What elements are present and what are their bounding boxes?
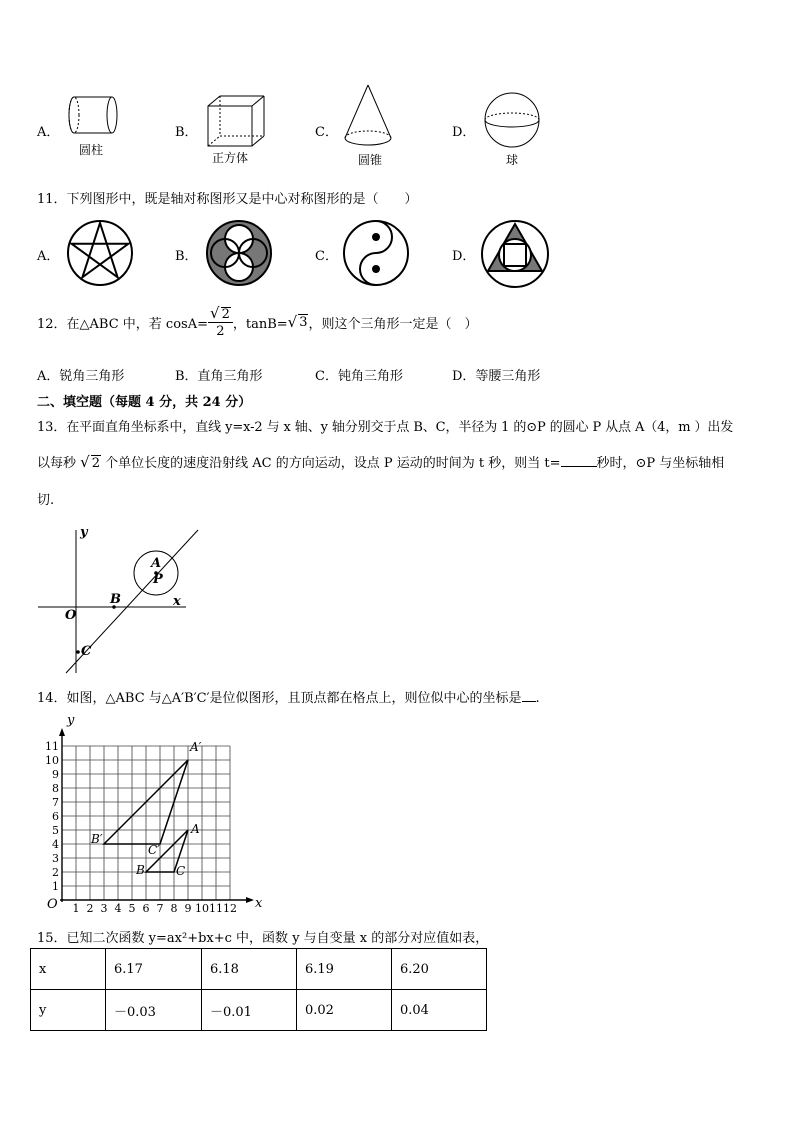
q12-frac-num: 2 <box>221 307 230 322</box>
q10-option-b-caption: 正方体 <box>212 151 249 165</box>
circle-triangle-square-figure <box>479 218 551 290</box>
table-cell: x <box>31 949 106 990</box>
y-tick-label: 5 <box>52 824 59 837</box>
q12-option-b: B．直角三角形 <box>175 369 263 384</box>
q13-fig-label-a: A <box>151 556 162 571</box>
x-tick-label: 8 <box>170 902 178 915</box>
y-tick-label: 9 <box>52 768 59 781</box>
y-tick-label: 3 <box>52 852 59 865</box>
y-tick-label: 1 <box>52 880 59 893</box>
x-tick-label: 1 <box>72 902 80 915</box>
x-tick-label: 9 <box>184 902 192 915</box>
q14-fig-label-c: C <box>176 864 186 878</box>
q14-grid-figure <box>36 712 266 917</box>
x-tick-label: 2 <box>86 902 94 915</box>
q14-fig-label-b2: B′ <box>91 832 103 846</box>
q13-fig-label-p: P <box>153 572 163 587</box>
y-tick-label: 7 <box>52 796 59 809</box>
q14-fig-label-a2: A′ <box>190 740 202 754</box>
q13-fig-label-y: y <box>80 525 88 540</box>
q14-stem-a: 14．如图，△ABC 与△A′B′C′是位似图形，且顶点都在格点上，则位似中心的坐标是 <box>37 691 522 706</box>
y-tick-label: 2 <box>52 866 59 879</box>
q13-fig-label-o: O <box>65 608 77 623</box>
yin-yang-figure <box>341 218 411 288</box>
q13-fig-label-x: x <box>173 594 181 609</box>
x-tick-label: 10 <box>195 902 209 915</box>
x-tick-label: 11 <box>209 902 223 915</box>
q10-option-a-letter: A． <box>37 125 60 140</box>
q11-option-b-letter: B． <box>175 249 198 264</box>
table-cell: －0.03 <box>106 990 202 1031</box>
sphere-figure <box>482 92 542 150</box>
table-row <box>31 990 487 1031</box>
q12-mid: ，tanB= <box>232 316 288 332</box>
table-cell: 6.19 <box>297 949 392 990</box>
value-table <box>30 948 487 1031</box>
q13-line2a: 以每秒 <box>37 456 77 471</box>
y-tick-label: 6 <box>52 810 59 823</box>
q12-option-d: D．等腰三角形 <box>452 369 541 384</box>
q12-option-a: A．锐角三角形 <box>37 369 125 384</box>
x-tick-label: 5 <box>128 902 136 915</box>
section-heading: 二、填空题（每题 4 分，共 24 分） <box>37 395 252 410</box>
q13-line2b: 个单位长度的速度沿射线 AC 的方向运动，设点 P 运动的时间为 t 秒，则当 t= <box>105 456 561 471</box>
y-tick-label: 10 <box>45 754 59 767</box>
q13-line1: 13．在平面直角坐标系中，直线 y=x-2 与 x 轴、y 轴分别交于点 B、C，半径为 1 的⊙P 的圆心 P 从点 A（4，m ）出发 <box>37 420 734 435</box>
cylinder-figure <box>66 95 122 140</box>
q14-fig-label-c2: C′ <box>148 843 160 857</box>
table-cell: 6.20 <box>392 949 487 990</box>
x-tick-label: 6 <box>142 902 150 915</box>
q11-stem: 11．下列图形中，既是轴对称图形又是中心对称图形的是（ ） <box>37 192 418 207</box>
q13-line3: 切. <box>37 493 55 508</box>
y-axis-arrow <box>59 728 65 736</box>
q13-fig-label-b: B <box>110 592 121 607</box>
table-row <box>31 949 487 990</box>
q14-answer-blank[interactable] <box>522 701 536 702</box>
table-cell: 0.04 <box>392 990 487 1031</box>
q12-suffix: ，则这个三角形一定是（ ） <box>308 316 478 332</box>
pentagram-circle-figure <box>65 218 135 288</box>
q14-fig-label-a: A <box>191 822 200 836</box>
x-tick-label: 3 <box>100 902 108 915</box>
q14-stem <box>37 687 540 706</box>
q11-option-c-letter: C． <box>315 249 338 264</box>
q11-option-a-letter: A． <box>37 249 60 264</box>
q14-fig-label-x: x <box>255 896 263 911</box>
cone-figure <box>342 83 394 151</box>
q14-fig-label-y: y <box>67 713 75 728</box>
table-cell: 0.02 <box>297 990 392 1031</box>
x-tick-label: 12 <box>223 902 237 915</box>
four-circles-figure <box>204 218 274 288</box>
q12-stem: 12．在△ABC 中，若 cosA= $\frac{√ 2}{2}$ ，tanB= √ 3 ，则这个三角形一定是（ ） <box>37 304 478 339</box>
q12-sqrt-value: 3 <box>299 315 308 330</box>
table-cell: －0.01 <box>202 990 297 1031</box>
x-tick-label: 7 <box>156 902 164 915</box>
q13-answer-blank[interactable] <box>561 466 597 467</box>
y-tick-label: 8 <box>52 782 59 795</box>
table-cell: y <box>31 990 106 1031</box>
table-cell: 6.17 <box>106 949 202 990</box>
cube-figure <box>206 94 268 150</box>
q10-option-d-caption: 球 <box>506 153 519 167</box>
q15-stem: 15．已知二次函数 y=ax²+bx+c 中，函数 y 与自变量 x 的部分对应值如表， <box>37 931 489 946</box>
q12-prefix: 12．在△ABC 中，若 cosA= <box>37 316 208 332</box>
x-tick-label: 4 <box>114 902 122 915</box>
q13-line2c: 秒时，⊙P 与坐标轴相 <box>596 456 725 471</box>
q12-frac-den: 2 <box>216 324 225 339</box>
q13-line2: 以每秒 √ 2 个单位长度的速度沿射线 AC 的方向运动，设点 P 运动的时间为 t 秒，则当 t= 秒时，⊙P 与坐标轴相 <box>37 453 725 471</box>
q12-cos-fraction: $\frac{√ 2}{2}$ <box>208 306 233 338</box>
q13-sqrt-value: 2 <box>91 456 100 471</box>
y-tick-label: 4 <box>52 838 59 851</box>
q14-stem-b: . <box>535 691 540 706</box>
q13-fig-label-c: C <box>81 644 92 659</box>
q10-option-a-caption: 圆柱 <box>79 143 104 157</box>
q14-fig-label-b: B <box>136 863 145 877</box>
q14-fig-label-o: O <box>47 897 58 912</box>
table-cell: 6.18 <box>202 949 297 990</box>
q10-option-c-caption: 圆锥 <box>358 153 383 167</box>
q10-option-b-letter: B． <box>175 125 198 140</box>
q10-option-c-letter: C． <box>315 125 338 140</box>
q11-option-d-letter: D． <box>452 249 476 264</box>
q12-option-c: C．钝角三角形 <box>315 369 403 384</box>
x-axis-arrow <box>246 897 254 903</box>
q10-option-d-letter: D． <box>452 125 476 140</box>
y-tick-label: 11 <box>45 740 59 753</box>
